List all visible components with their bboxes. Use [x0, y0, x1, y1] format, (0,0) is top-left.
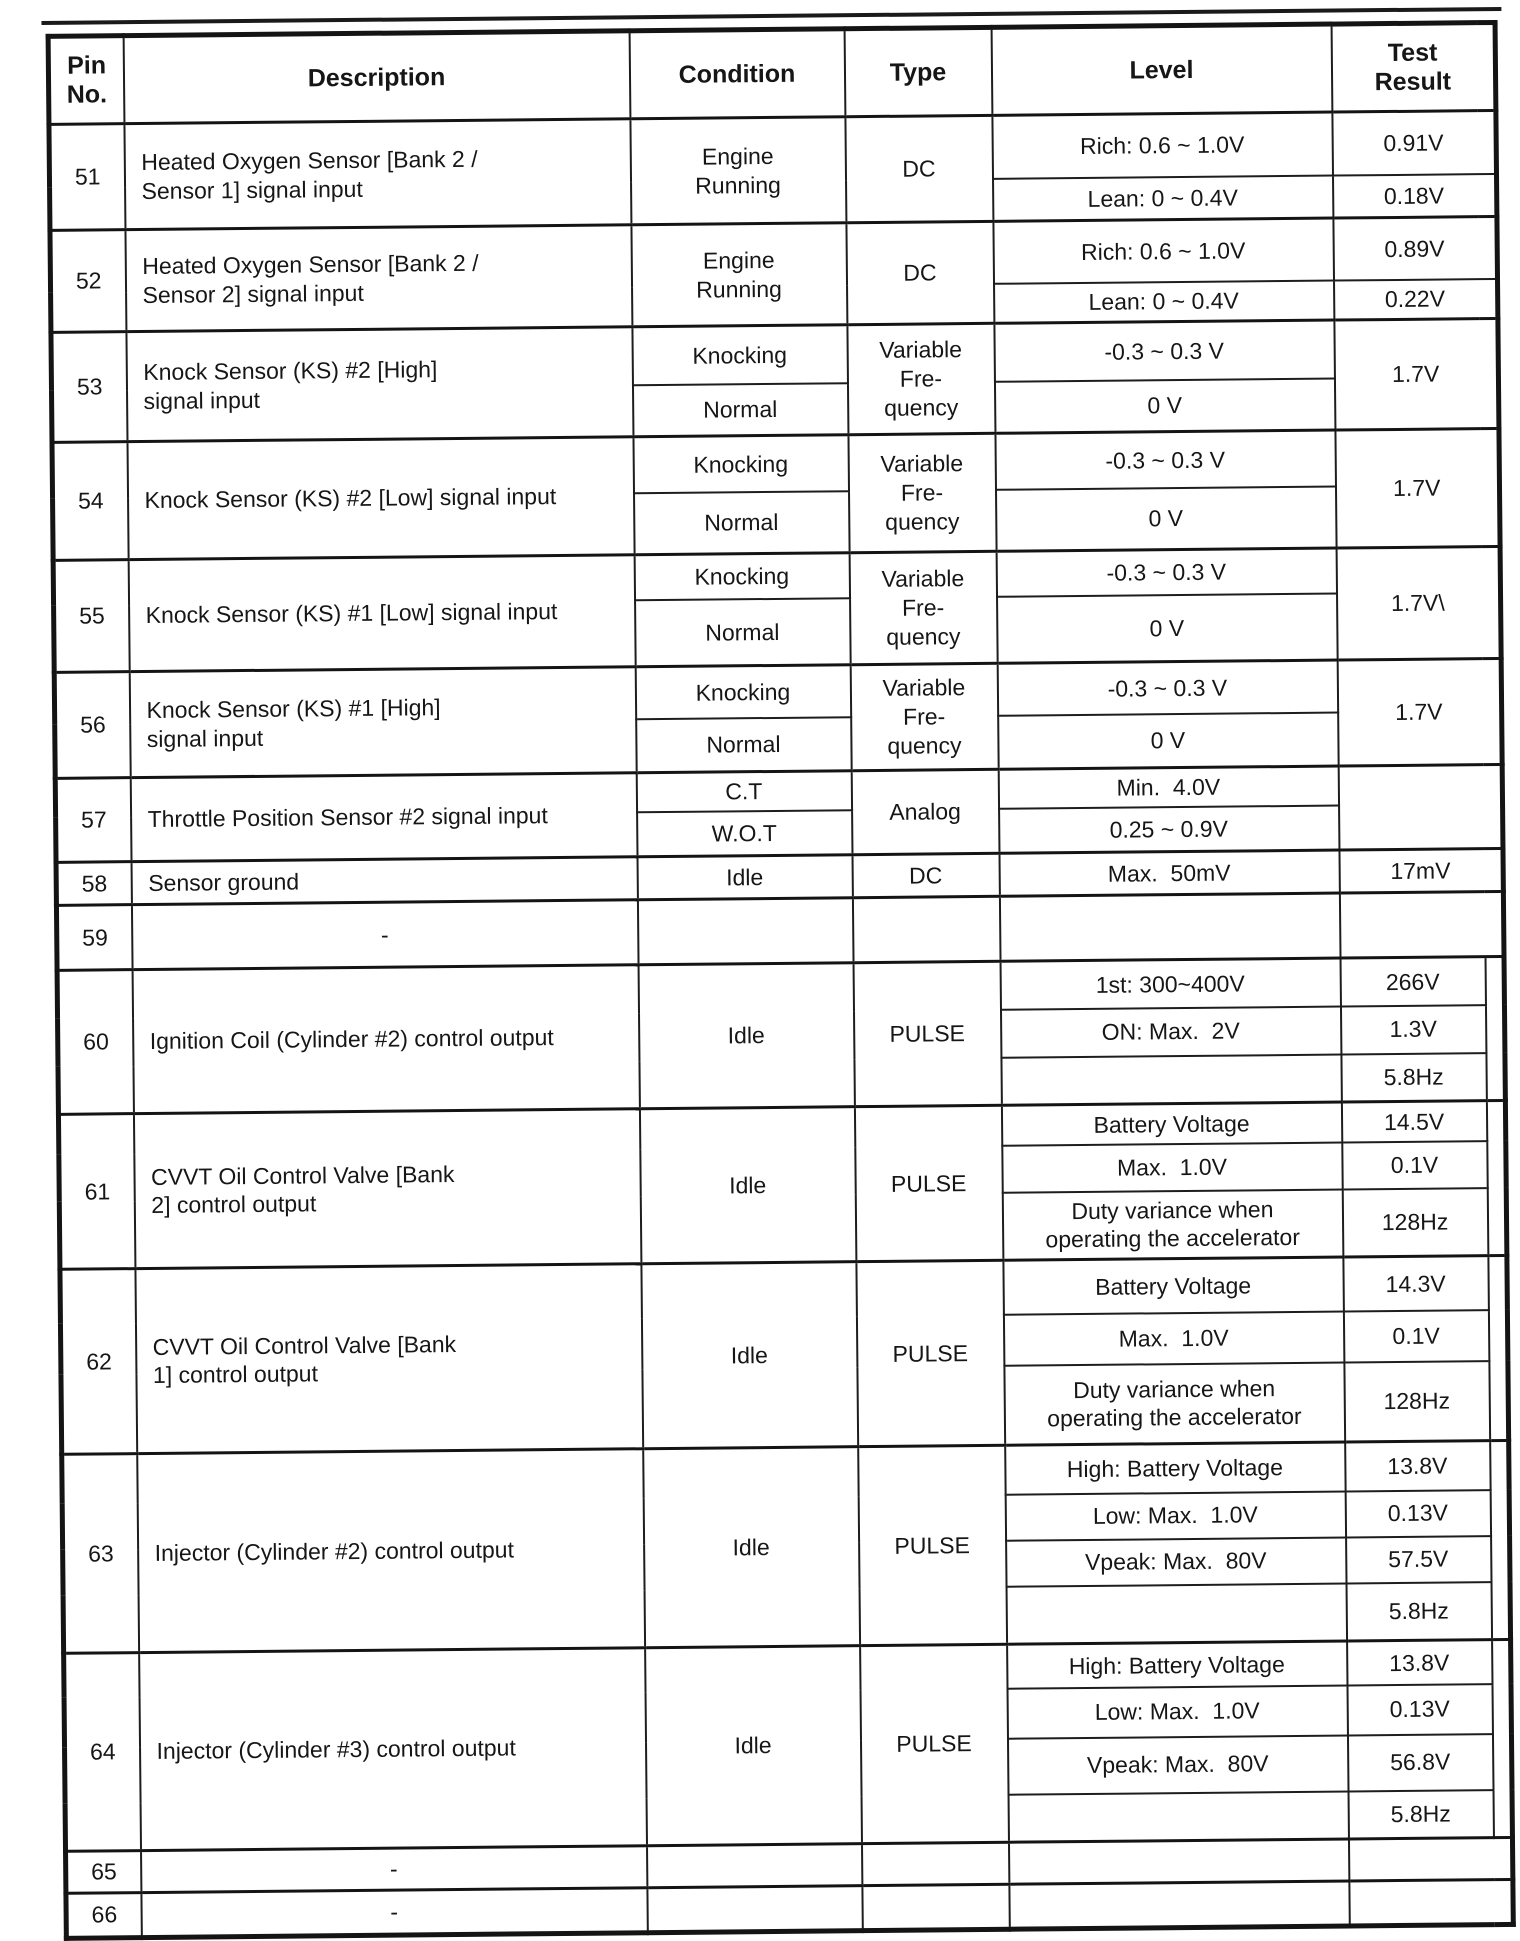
table-edge-sliver	[1485, 956, 1505, 1100]
type-cell: Variable Fre- quency	[847, 323, 995, 434]
type-cell: Variable Fre- quency	[848, 433, 996, 552]
pin-cell: 51	[49, 124, 125, 231]
table-edge-sliver	[1490, 1440, 1511, 1639]
type-cell: PULSE	[856, 1260, 1005, 1446]
pin-cell: 62	[60, 1269, 137, 1455]
level-cell	[1008, 1839, 1348, 1884]
column-header-condition: Condition	[629, 29, 845, 119]
type-cell: Variable Fre- quency	[850, 663, 998, 770]
column-header-type: Type	[844, 27, 992, 116]
result-cell: 0.13V	[1345, 1490, 1490, 1537]
result-cell: 57.5V	[1346, 1536, 1491, 1583]
type-cell	[862, 1884, 1009, 1930]
result-cell	[1339, 891, 1504, 958]
level-cell	[1006, 1583, 1347, 1644]
description-cell: Ignition Coil (Cylinder #2) control output	[132, 965, 639, 1114]
condition-cell: Idle	[643, 1447, 860, 1648]
description-cell: Heated Oxygen Sensor [Bank 2 / Sensor 1] signal input	[124, 119, 631, 230]
result-cell: 1.7V	[1335, 428, 1500, 548]
level-cell: Max. 1.0V	[1003, 1311, 1343, 1365]
level-cell: Max. 1.0V	[1002, 1142, 1342, 1192]
condition-cell: Idle	[645, 1646, 862, 1846]
type-cell: PULSE	[853, 961, 1001, 1106]
condition-cell: Normal	[632, 383, 847, 437]
table-edge-sliver	[1486, 1100, 1506, 1255]
level-cell: Lean: 0 ~ 0.4V	[993, 175, 1333, 221]
result-cell: 0.13V	[1347, 1684, 1492, 1735]
level-cell: Vpeak: Max. 80V	[1006, 1537, 1346, 1586]
condition-cell: Engine Running	[630, 117, 846, 225]
condition-cell: Normal	[634, 491, 850, 555]
level-cell: Rich: 0.6 ~ 1.0V	[993, 218, 1334, 283]
column-header-description: Description	[123, 31, 630, 124]
condition-cell: W.O.T	[637, 810, 852, 857]
level-cell: High: Battery Voltage	[1007, 1641, 1347, 1688]
result-cell: 5.8Hz	[1346, 1582, 1492, 1641]
condition-cell: Idle	[639, 1107, 855, 1264]
description-cell: Knock Sensor (KS) #2 [Low] signal input	[127, 437, 634, 560]
result-cell: 13.8V	[1347, 1640, 1492, 1685]
level-cell: Duty variance when operating the accelerator	[1004, 1362, 1345, 1445]
level-cell: -0.3 ~ 0.3 V	[994, 320, 1335, 381]
condition-cell: Engine Running	[631, 223, 847, 327]
level-cell: Rich: 0.6 ~ 1.0V	[992, 112, 1333, 178]
level-cell	[1009, 1881, 1349, 1929]
level-cell: 1st: 300~400V	[1000, 958, 1340, 1009]
column-header-pin-no: Pin No.	[48, 36, 124, 125]
type-cell	[852, 896, 1000, 962]
condition-cell: Idle	[637, 855, 852, 900]
description-cell: Heated Oxygen Sensor [Bank 2 / Sensor 2] signal input	[125, 225, 632, 332]
pin-cell: 57	[55, 778, 131, 863]
pin-cell: 59	[56, 905, 132, 971]
condition-cell: C.T	[636, 771, 851, 812]
pin-cell: 64	[64, 1653, 141, 1852]
pin-cell: 55	[53, 560, 129, 673]
level-cell: 0 V	[998, 712, 1339, 769]
condition-cell: Normal	[635, 598, 851, 667]
condition-cell: Knocking	[632, 325, 848, 385]
description-cell: -	[141, 1888, 647, 1938]
table-edge-sliver	[1488, 1255, 1509, 1440]
pin-cell: 65	[66, 1851, 141, 1894]
level-cell	[999, 893, 1340, 961]
description-cell: Knock Sensor (KS) #1 [Low] signal input	[128, 555, 635, 672]
level-cell	[1001, 1054, 1341, 1105]
header-row	[48, 22, 1496, 124]
result-cell: 5.8Hz	[1341, 1053, 1486, 1102]
result-cell: 0.91V	[1332, 110, 1497, 175]
condition-cell: Knocking	[635, 665, 850, 719]
result-cell: 0.1V	[1342, 1141, 1487, 1189]
description-cell: CVVT Oil Control Valve [Bank 1] control output	[135, 1264, 643, 1454]
pin-cell: 60	[57, 970, 133, 1115]
pin-cell: 63	[62, 1454, 139, 1654]
description-cell: -	[141, 1846, 647, 1893]
level-cell: ON: Max. 2V	[1000, 1006, 1340, 1057]
pin-cell: 56	[54, 672, 130, 779]
result-cell: 1.7V\	[1336, 546, 1501, 660]
level-cell: 0 V	[994, 378, 1334, 433]
level-cell: Battery Voltage	[1001, 1102, 1341, 1145]
pin-cell: 54	[52, 442, 128, 561]
result-cell: 5.8Hz	[1348, 1790, 1493, 1839]
type-cell: PULSE	[860, 1644, 1009, 1843]
level-cell: Max. 50mV	[999, 850, 1339, 896]
column-header-level: Level	[991, 24, 1332, 115]
condition-cell: Knocking	[633, 435, 849, 493]
pin-inspection-table	[46, 20, 1516, 1941]
description-cell: Injector (Cylinder #3) control output	[139, 1648, 647, 1851]
level-cell: Vpeak: Max. 80V	[1007, 1735, 1348, 1794]
description-cell: Throttle Position Sensor #2 signal input	[130, 773, 637, 862]
result-cell: 0.18V	[1332, 173, 1496, 218]
result-cell	[1348, 1837, 1512, 1881]
level-cell: 0.25 ~ 0.9V	[999, 805, 1339, 853]
condition-cell: Knocking	[634, 553, 849, 600]
type-cell: PULSE	[858, 1445, 1007, 1645]
level-cell: -0.3 ~ 0.3 V	[997, 660, 1337, 715]
condition-cell	[647, 1844, 862, 1888]
pin-cell: 52	[50, 230, 126, 333]
result-cell: 0.1V	[1343, 1310, 1488, 1362]
result-cell: 17mV	[1339, 848, 1503, 893]
type-cell	[861, 1842, 1008, 1885]
column-header-test-result: Test Result	[1331, 22, 1496, 112]
type-cell: DC	[852, 853, 999, 897]
description-cell: CVVT Oil Control Valve [Bank 2] control output	[133, 1109, 640, 1269]
result-cell: 128Hz	[1344, 1361, 1490, 1442]
result-cell: 13.8V	[1345, 1441, 1490, 1491]
result-cell: 266V	[1340, 957, 1485, 1006]
pin-cell: 53	[51, 332, 127, 443]
level-cell: 0 V	[995, 486, 1336, 551]
table-header	[48, 22, 1496, 124]
result-cell: 0.22V	[1334, 278, 1498, 320]
type-cell: DC	[845, 115, 993, 222]
result-cell	[1338, 764, 1503, 850]
pin-cell: 61	[58, 1114, 134, 1270]
level-cell: Battery Voltage	[1003, 1257, 1344, 1314]
type-cell: DC	[846, 221, 994, 324]
result-cell: 14.3V	[1343, 1256, 1489, 1311]
type-cell: PULSE	[854, 1105, 1002, 1261]
level-cell: Low: Max. 1.0V	[1007, 1685, 1347, 1738]
description-cell: -	[131, 900, 638, 970]
description-cell: Knock Sensor (KS) #2 [High] signal input	[126, 327, 633, 442]
condition-cell	[637, 898, 853, 965]
result-cell: 128Hz	[1342, 1188, 1488, 1257]
type-cell: Variable Fre- quency	[849, 551, 997, 664]
condition-cell: Idle	[641, 1262, 858, 1449]
level-cell: Low: Max. 1.0V	[1005, 1491, 1345, 1540]
description-cell: Knock Sensor (KS) #1 [High] signal input	[129, 667, 636, 778]
result-cell: 14.5V	[1341, 1101, 1486, 1142]
level-cell: High: Battery Voltage	[1005, 1442, 1345, 1494]
level-cell: 0 V	[997, 593, 1338, 663]
description-cell: Sensor ground	[131, 857, 637, 905]
pin-cell: 66	[66, 1893, 141, 1939]
result-cell: 1.7V	[1334, 318, 1499, 430]
pin-cell: 58	[56, 862, 131, 906]
table-edge-sliver	[1492, 1639, 1513, 1837]
condition-cell	[647, 1886, 862, 1933]
type-cell: Analog	[851, 769, 999, 854]
level-cell	[1008, 1791, 1348, 1842]
scanned-page	[45, 7, 1515, 1941]
condition-cell: Idle	[638, 963, 854, 1109]
level-cell: -0.3 ~ 0.3 V	[996, 548, 1336, 596]
description-cell: Injector (Cylinder #2) control output	[137, 1449, 645, 1653]
result-cell: 0.89V	[1333, 216, 1498, 280]
result-cell	[1349, 1879, 1513, 1926]
condition-cell: Normal	[636, 717, 852, 773]
result-cell: 56.8V	[1347, 1734, 1493, 1791]
level-cell: Duty variance when operating the accelerator	[1002, 1189, 1343, 1260]
level-cell: Min. 4.0V	[998, 766, 1338, 808]
result-cell: 1.3V	[1340, 1005, 1485, 1054]
table-body	[49, 110, 1513, 1938]
level-cell: Lean: 0 ~ 0.4V	[994, 280, 1334, 323]
result-cell: 1.7V	[1337, 658, 1502, 766]
level-cell: -0.3 ~ 0.3 V	[995, 430, 1336, 489]
